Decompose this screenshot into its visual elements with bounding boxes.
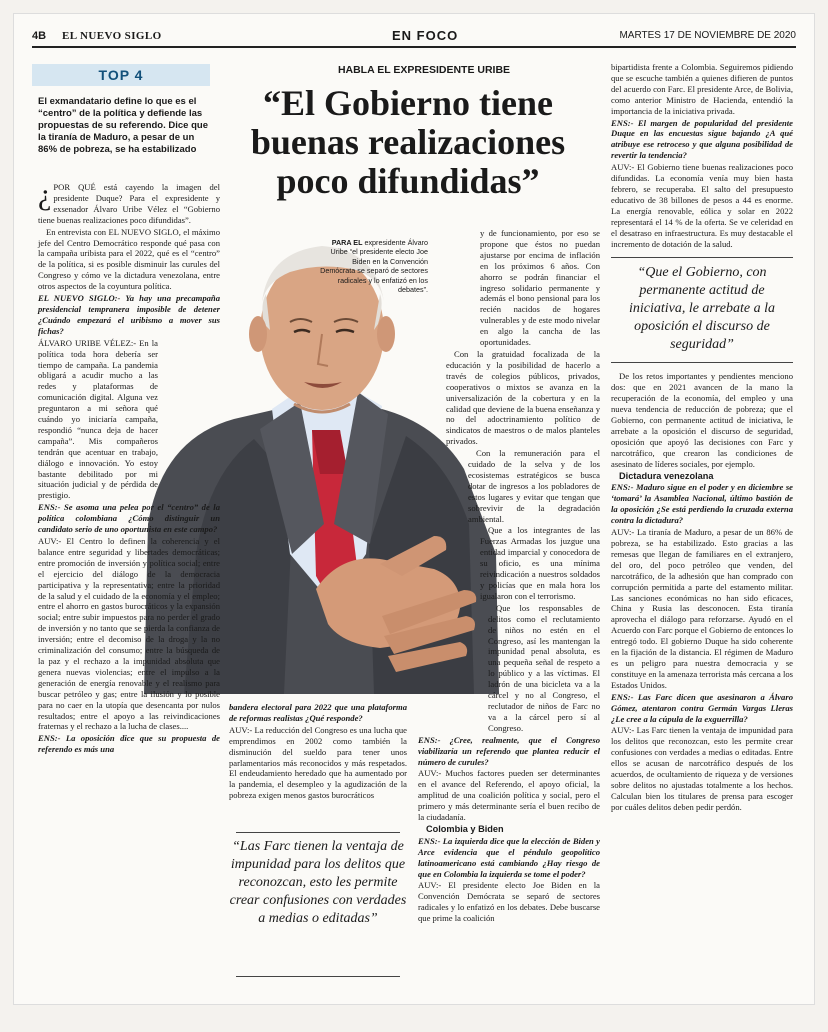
paragraph: En entrevista con EL NUEVO SIGLO, el máximo jefe del Centro Democrático responde qué pasa con la campaña uribista para el 2022, qué es el “centro” de la política, si es posible disminuir las curules del Congreso y cómo ve la dictadura venezolana, entre otros aspectos de la coyuntura política. [38, 226, 220, 292]
question: ENS:- ¿Cree, realmente, que el Congreso viabilizaría un referendo que plantea reducir el número de curules? [418, 734, 600, 767]
question: ENS:- Se asoma una pelea por el “centro” de la política colombiana ¿Cómo distinguir un candidato serio de uno oportunista en este campo? [38, 502, 220, 535]
question: ENS:- Maduro sigue en el poder y en diciembre se ‘tomará’ la Asamblea Nacional, último bastión de la oposición ¿Se está perdiendo la cruzada externa contra la dictadura? [611, 482, 793, 526]
paragraph: Que a los integrantes de las Fuerzas Armadas los juzgue una entidad imparcial y conocedora de su oficio, es una mínima reivindicación a nuestros soldados y policías que en mala hora los igualaron con el terrorismo. [480, 525, 600, 601]
top4-label: TOP 4 [32, 64, 210, 86]
caption-text: expresidente Álvaro Uribe “el presidente electo Joe Biden en la Convención Demócrata se separó de sectores radicales y lo enfatizó en los debates”. [320, 238, 428, 295]
answer: AUV:- El presidente electo Joe Biden en la Convención Demócrata se separó de sectores radicales y lo enfatizó en los debates. Debe buscarse que prime la coalición [418, 880, 600, 924]
drop-cap: ¿ [38, 178, 52, 211]
answer: ÁLVARO URIBE VÉLEZ:- En la política toda hora debería ser tiempo de campaña. La pandemia obligará a acudir mucho a las redes y plataformas de comunicación digital. Alguna vez preguntaron a mi señora qué cuándo yo iniciaría campaña, respondió “nunca deja de hacer campaña”. Mis compañeros tendrán que acentuar en trabajo, diálogo e innovación. Yo estoy bastante debilitado por mi situación judicial y de pérdida de prestigio. [38, 337, 158, 501]
question: ENS:- La oposición dice que su propuesta de referendo es más una [38, 733, 220, 755]
answer: AUV:- La tiranía de Maduro, a pesar de un 86% de pobreza, se ha estabilizado. Esto gracias a las remesas que llegan de familiares en el extranjero, del oro, del poco petróleo que venden, del narcotráfico, de la adhesión que han comprado con corrupción permitida a parte del estamento militar. Las sanciones económicas no han sido eficaces, China y Rusia las desconocen. Esta tiranía aprovecha el diálogo para reforzarse. Ayudó en el Acuerdo con Farc porque el Gobierno de entonces lo entregó todo. El gobierno Duque ha sido coherente en la fijación de la distancia. El régimen de Maduro es un peligro para nuestra democracia y se constituye en la amenaza terrorista más cercana a los Estados Unidos. [611, 527, 793, 690]
page-number: 4B [32, 30, 47, 42]
issue-date: MARTES 17 DE NOVIEMBRE DE 2020 [619, 30, 796, 41]
answer: AUV:- El Centro lo definen la coherencia y el balance entre seguridad y libertades democráticas; entre promoción de inversión y política social; entre el ejercicio del diálogo de la democracia participativa y la representativa; entre la prioridad de la salud y el cuidado de la economía y el empleo; entre el ahorro en gastos burocráticos y la expansión social; entre subir impuestos para no perder el grado de inversión y no tanto que se pierda la confianza de inversión; entre el decomiso de la droga y la no criminalización del consumo; entre la búsqueda de la paz y el rechazo a la impunidad absoluta que genera nuevas violencias; entre el impulso a la generación de energía renovable y el realismo para buscar petróleo y gas; entre la ilusión y lo posible para no caer en la utopía que desencanta por nulos resultados; entre el apoyo a las reivindicaciones fraternas y el rechazo a la lucha de clases.... [38, 536, 220, 732]
section-name: EN FOCO [392, 28, 459, 43]
pull-quote-seguridad: “Que el Gobierno, con permanente actitud de iniciativa, le arrebate a la oposición el discurso de seguridad” [628, 265, 776, 353]
question: EL NUEVO SIGLO:- Ya hay una precampaña presidencial tempranera imposible de detener ¿Cuándo empezará el uribismo a mover sus fichas? [38, 293, 220, 336]
pull-quote-rule [236, 832, 400, 833]
newspaper-brand: EL NUEVO SIGLO [62, 30, 162, 42]
pull-quote-rule [236, 976, 400, 977]
kicker: HABLA EL EXPRESIDENTE URIBE [337, 64, 511, 76]
paragraph: Con la gratuidad focalizada de la educación y la posibilidad de hacerlo a través de colegios públicos, privados, cooperativos o mixtos se avanza en la universalización de la cobertura y en la calidad que deviene de la buena enseñanza y no del adoctrinamiento político de sindicatos de maestros o de malos planteles privados. [446, 348, 600, 447]
caption-lead: PARA EL [331, 238, 363, 247]
photo-caption [316, 238, 428, 294]
pull-quote-rule [611, 257, 793, 258]
paragraph: De los retos importantes y pendientes menciono dos: que en 2021 avancen de la mano la recuperación de la economía, del empleo y una nueva tendencia de reducción de pobreza; que el Gobierno, con permanente actitud de iniciativa, le arrebate a la oposición el discurso de seguridad, oposición que apoyó las decisiones con Farc y narcotráfico, que crearon las condiciones de asesinato de líderes sociales, por ejemplo. [611, 371, 793, 469]
answer: AUV:- El Gobierno tiene buenas realizaciones poco difundidas. La economía venía muy bien hasta febrero, se recuperaba. El salto del presupuesto educativo de 38 billones de pesos a 44 es enorme. La energía renovable, eólica y solar en 2022 representará el 14 % de la oferta. Se ve celeridad en el desatraso en infraestructura. Es muy destacable el incremento de dotación de la salud. [611, 162, 793, 249]
column-1 [38, 178, 220, 756]
subheading: Colombia y Biden [426, 823, 504, 834]
subheading: Dictadura venezolana [619, 470, 714, 481]
question: ENS:- Las Farc dicen que asesinaron a Álvaro Gómez, atentaron contra Germán Vargas Lleras ¿Le cree a la cúpula de la exguerrilla? [611, 691, 793, 724]
column-3 [418, 228, 600, 925]
question: ENS:- La izquierda dice que la elección de Biden y Arce evidencia que el péndulo geopolítico latinoamericano está cambiando ¿Hay riesgo de que en Colombia la izquierda se tome el poder? [418, 835, 600, 879]
headline: “El Gobierno tiene buenas realizaciones poco difundidas” [250, 83, 566, 201]
question: ENS:- El margen de popularidad del presidente Duque en las encuestas sigue bajando ¿A qué atribuye ese retroceso y que alguna posibilidad de revertir la tendencia? [611, 117, 793, 161]
paragraph: POR QUÉ está cayendo la imagen del presidente Duque? Para el expresidente y exsenador Álvaro Uribe Vélez el “Gobierno tiene buenas realizaciones poco difundidas”. [38, 182, 220, 225]
paragraph: y de funcionamiento, por eso se propone que éstos no puedan ajustarse por encima de inflación en los próximos 6 años. Con ahorro se podrán financiar el ingreso solidario permanente y además el bono pensional para los recién nacidos de hogares vulnerables y de este modo nivelar en algo la cancha de las oportunidades. [480, 228, 600, 348]
answer: AUV:- Muchos factores pueden ser determinantes en el avance del Referendo, el apoyo oficial, la amplitud de una coalición política y social, pero el primero y más determinante sería el buen recibo de la ciudadanía. [418, 768, 600, 823]
answer: AUV:- La reducción del Congreso es una lucha que emprendimos en 2002 como también la disminución del sueldo para tener unos parlamentarios más reconocidos y más respetados. El endeudamiento heredado que ha aumentado por la pandemia, el desempleo y la agudización de la pobreza exigen menos gastos burocráticos [229, 724, 407, 801]
column-2 [229, 702, 407, 802]
column-4 [611, 62, 793, 814]
newspaper-page [14, 14, 814, 1004]
lede: El exmandatario define lo que es el “centro” de la política y defiende las propuestas de su referendo. Dice que la tiranía de Maduro, a pesar de un 86% de pobreza, se ha estabilizado [38, 96, 208, 155]
paragraph: bipartidista frente a Colombia. Seguiremos pidiendo que se escuche también a quienes difieren de puntos del acuerdo con Farc. El presidente Arce, de Bolivia, como anterior Ministro de Hacienda, entendió la importancia de la iniciativa privada. [611, 62, 793, 116]
paragraph: Que los responsables de delitos como el reclutamiento de niños no estén en el Congreso, así les mantengan la impunidad penal absoluta, es una pequeña señal de respeto a lo público y a las víctimas. El ladrón de una bicicleta va a la cárcel y no al Congreso, el reclutador de niños de Farc no va a la cárcel pero sí al Congreso. [488, 602, 600, 733]
paragraph: Con la remuneración para el cuidado de la selva y de los ecosistemas estratégicos se busca dotar de ingresos a los pobladores de estos lugares y evitar que tengan que sobrevivir de la degradación ambiental. [468, 448, 600, 524]
pull-quote-farc: “Las Farc tienen la ventaja de impunidad para los delitos que reconozcan, esto les permite crear confusiones con verdades a medias o editadas” [229, 839, 407, 926]
page-header [32, 30, 796, 48]
question: bandera electoral para 2022 que una plataforma de reformas realistas ¿Qué responde? [229, 702, 407, 723]
pull-quote-rule [611, 362, 793, 363]
answer: AUV:- Las Farc tienen la ventaja de impunidad para los delitos que reconozcan, esto les permite crear confusiones con verdades a medias o editadas. Entre ellos se acusan de narcotráfico después de los acuerdos, de ocultamiento de riqueza y de versiones sobre delitos no ajustadas totalmente a los hechos. Calculan bien los titulares de prensa para escoger por cuáles delitos deben pedir perdón. [611, 725, 793, 812]
